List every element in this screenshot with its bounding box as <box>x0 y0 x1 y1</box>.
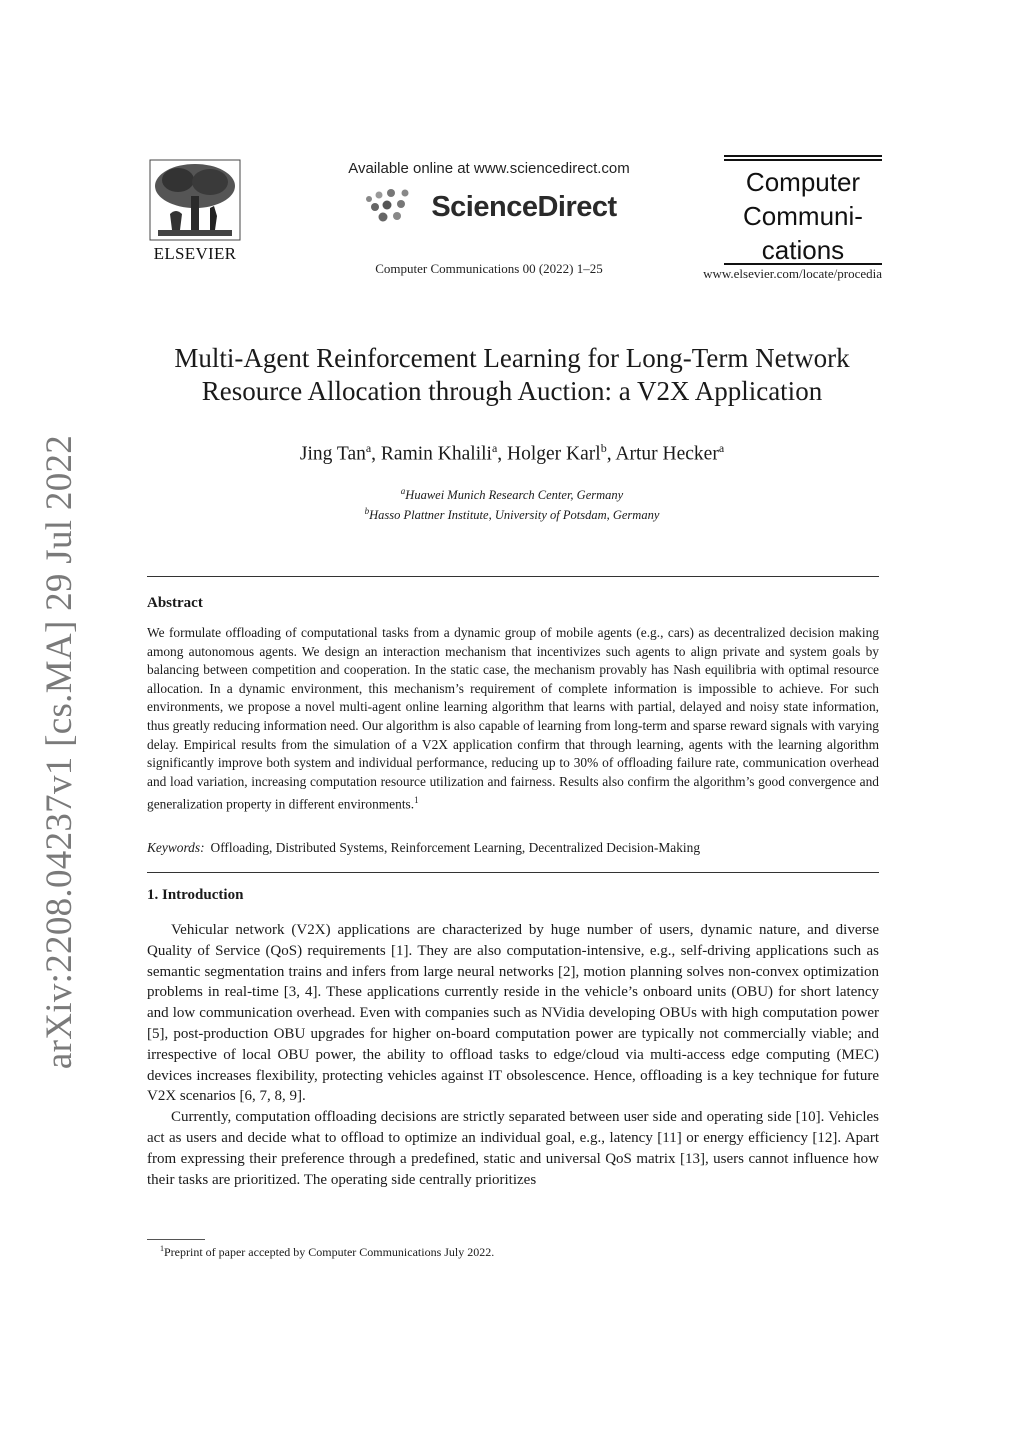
publisher-name: ELSEVIER <box>153 244 237 263</box>
journal-top-rule-2 <box>724 159 882 161</box>
keywords <box>147 840 879 856</box>
author-name: Holger Karl <box>507 443 601 465</box>
journal-title-line-1: Computer <box>745 167 861 197</box>
affiliations <box>150 483 874 523</box>
keywords-text: Offloading, Distributed Systems, Reinforcement Learning, Decentralized Decision-Making <box>210 840 701 855</box>
abstract-bottom-rule <box>147 872 879 873</box>
sciencedirect-dots-icon <box>361 185 425 229</box>
paragraph: Currently, computation offloading decisions are strictly separated between user side and operating side [10]. Vehicles act as users and decide what to offload to optimize an individual goal, e.g., latency [11] or energy efficiency [12]. Apart from expressing their preference through a predefined, static and universal QoS matrix [13], users cannot influence how their tasks are prioritized. The operating side centrally prioritizes <box>147 1109 879 1188</box>
journal-top-rule <box>724 155 882 157</box>
author-affiliation-mark: b <box>600 441 607 455</box>
author-affiliation-mark: a <box>491 441 498 455</box>
footnote <box>160 1244 494 1260</box>
author-name: Jing Tan <box>299 443 366 465</box>
journal-title-line-2: Communi- <box>743 201 863 231</box>
affiliation-line <box>150 483 874 503</box>
abstract-body: We formulate offloading of computational tasks from a dynamic group of mobile agents (e.g., cars) as decentralized decision making among autonomous agents. We design an interaction mechanism that incentivizes such agents to align private and system goals by balancing between competition and cooperation. In the static case, the mechanism provably has Nash equilibria with optimal resource allocation. In a dynamic environment, this mechanism’s requirement of complete information is impossible to achieve. For such environments, we propose a novel multi-agent online learning algorithm that learns with partial, delayed and noisy state information, thus greatly reducing information need. Our algorithm is also capable of learning from long-term and sparse reward signals with varying delay. Empirical results from the simulation of a V2X application confirm that through learning, agents with the learning algorithm significantly improve both system and individual performance, reducing up to 30% of offloading failure rate, communication overhead and load variation, increasing computation resource utilization and fairness. Results also confirm the algorithm’s good convergence and generalization property in different environments. <box>147 625 879 812</box>
sciencedirect-logo <box>330 183 648 231</box>
available-online-text: Available online at www.sciencedirect.com <box>348 160 630 177</box>
paper-title-line-1: Multi-Agent Reinforcement Learning for Long-Term Network <box>174 343 850 373</box>
journal-title <box>724 163 882 269</box>
journal-url[interactable]: www.elsevier.com/locate/procedia <box>703 266 882 281</box>
author-list: Jing Tan$^a$, Ramin Khalili$^a$, Holger Karl$^b$, Artur Hecker$^a$ <box>299 441 725 465</box>
footnote-ref[interactable]: 1 <box>414 795 419 806</box>
author-name: Artur Hecker <box>615 443 719 465</box>
paper-title <box>120 342 904 408</box>
introduction-body <box>147 920 879 1190</box>
keywords-label: Keywords: <box>147 840 205 855</box>
affiliation-text: Hasso Plattner Institute, University of Potsdam, Germany <box>369 508 660 523</box>
affiliation-mark: b <box>364 506 370 517</box>
footnote-mark: 1 <box>160 1244 164 1253</box>
paper-title-line-2: Resource Allocation through Auction: a V2X Application <box>201 376 823 406</box>
elsevier-logo <box>148 158 242 264</box>
affiliation-text: Huawei Munich Research Center, Germany <box>405 488 624 503</box>
author-affiliation-mark: a <box>718 441 725 455</box>
abstract-heading: Abstract <box>147 595 203 611</box>
journal-reference: Computer Communications 00 (2022) 1–25 <box>375 261 603 276</box>
author-name: Ramin Khalili <box>380 443 492 465</box>
sciencedirect-wordmark: ScienceDirect <box>431 190 617 223</box>
affiliation-mark: a <box>400 486 406 496</box>
abstract-text <box>147 624 879 814</box>
journal-title-box <box>724 153 882 267</box>
paragraph: Vehicular network (V2X) applications are characterized by huge number of users, dynamic nature, and diverse Quality of Service (QoS) requirements [1]. They are also computation-intensive, e.g., self-driving applications such as semantic segmentation trains and infers from large neural networks [2], motion planning solves non-convex optimization problems in real-time [3, 4]. These applications currently reside in the vehicle’s onboard units (OBU) for short latency and low communication overhead. Even with companies such as NVidia developing OBUs with high computation power [5], post-production OBU upgrades for higher on-board computation power are typically not commercially viable; and irrespective of local OBU power, the ability to offload tasks to edge/cloud via multi-access edge computing (MEC) devices increases flexibility, protecting vehicles against IT obsolescence. Hence, offloading is a key technique for future V2X scenarios [6, 7, 8, 9]. <box>147 922 879 1105</box>
affiliation-line <box>150 503 874 523</box>
footnote-rule <box>147 1239 205 1240</box>
section-heading: 1. Introduction <box>147 887 244 903</box>
abstract-top-rule <box>147 576 879 577</box>
elsevier-tree-icon <box>148 158 242 242</box>
footnote-text: Preprint of paper accepted by Computer Communications July 2022. <box>164 1245 495 1259</box>
author-affiliation-mark: a <box>365 441 372 455</box>
arxiv-stamp: arXiv:2208.04237v1 [cs.MA] 29 Jul 2022 <box>39 434 80 1070</box>
journal-title-line-3: cations <box>761 235 845 265</box>
sciencedirect-block <box>330 160 648 277</box>
